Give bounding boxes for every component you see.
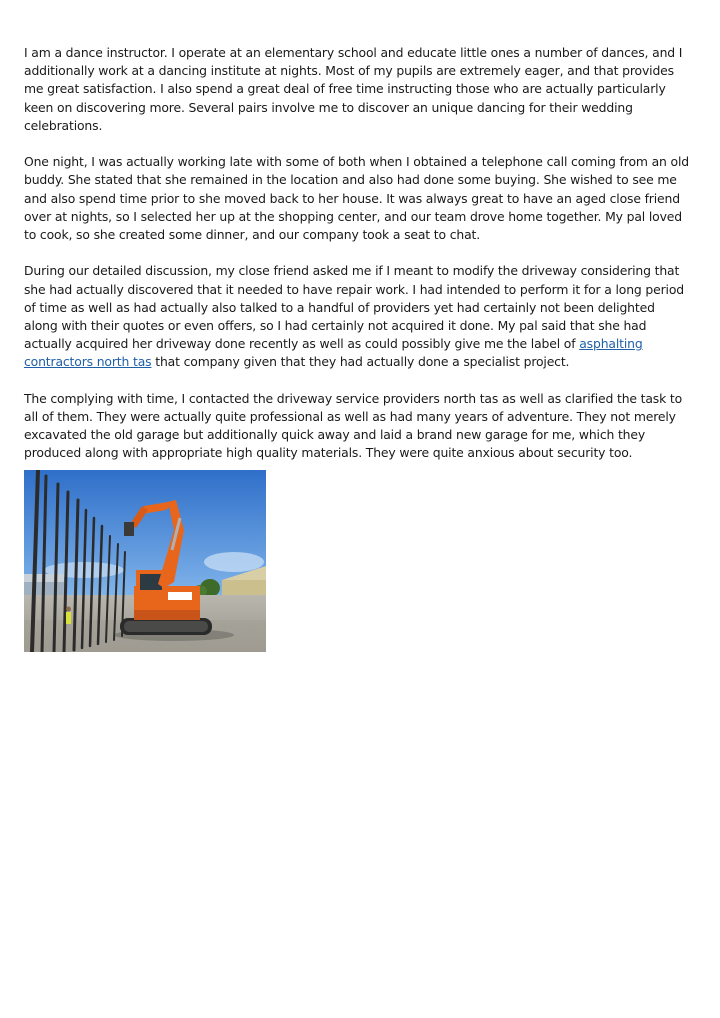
article-body bbox=[24, 44, 692, 481]
excavator-photo bbox=[24, 470, 266, 652]
paragraph-3-lead-text: During our detailed discussion, my close friend asked me if I meant to modify the driveway considering that she had actually discovered that it needed to have repair work. I had intended to perform it for a long period of time as well as had actually also talked to a handful of providers yet had certainly not been delighted along with their quotes or even offers, so I had certainly not acquired it done. My pal said that she had actually acquired her driveway done recently as well as could possibly give me the label of bbox=[24, 263, 684, 352]
paragraph-3 bbox=[24, 262, 692, 371]
paragraph-1: I am a dance instructor. I operate at an elementary school and educate little ones a number of dances, and I additionally work at a dancing institute at nights. Most of my pupils are extremely eager, and that provides me great satisfaction. I also spend a great deal of free time instructing those who are actually particularly keen on discovering more. Several pairs involve me to discover an unique dancing for their wedding celebrations. bbox=[24, 45, 683, 133]
paragraph-2: One night, I was actually working late with some of both when I obtained a telephone call coming from an old buddy. She stated that she remained in the location and also had done some buying. She wished to see me and also spend time prior to she moved back to her house. It was always great to have an aged close friend over at nights, so I selected her up at the shopping center, and our team drove home together. My pal loved to cook, so she created some dinner, and our company took a seat to chat. bbox=[24, 154, 689, 243]
paragraph-3-tail-text: that company given that they had actually done a specialist project. bbox=[151, 354, 570, 370]
paragraph-4: The complying with time, I contacted the driveway service providers north tas as well as clarified the task to all of them. They were actually quite professional as well as had many years of adventure. They not merely excavated the old garage but additionally quick away and laid a brand new garage for me, which they produced along with appropriate high quality materials. They were quite anxious about security too. bbox=[24, 390, 683, 461]
contractor-link[interactable]: asphalting contractors north tas bbox=[24, 336, 643, 370]
